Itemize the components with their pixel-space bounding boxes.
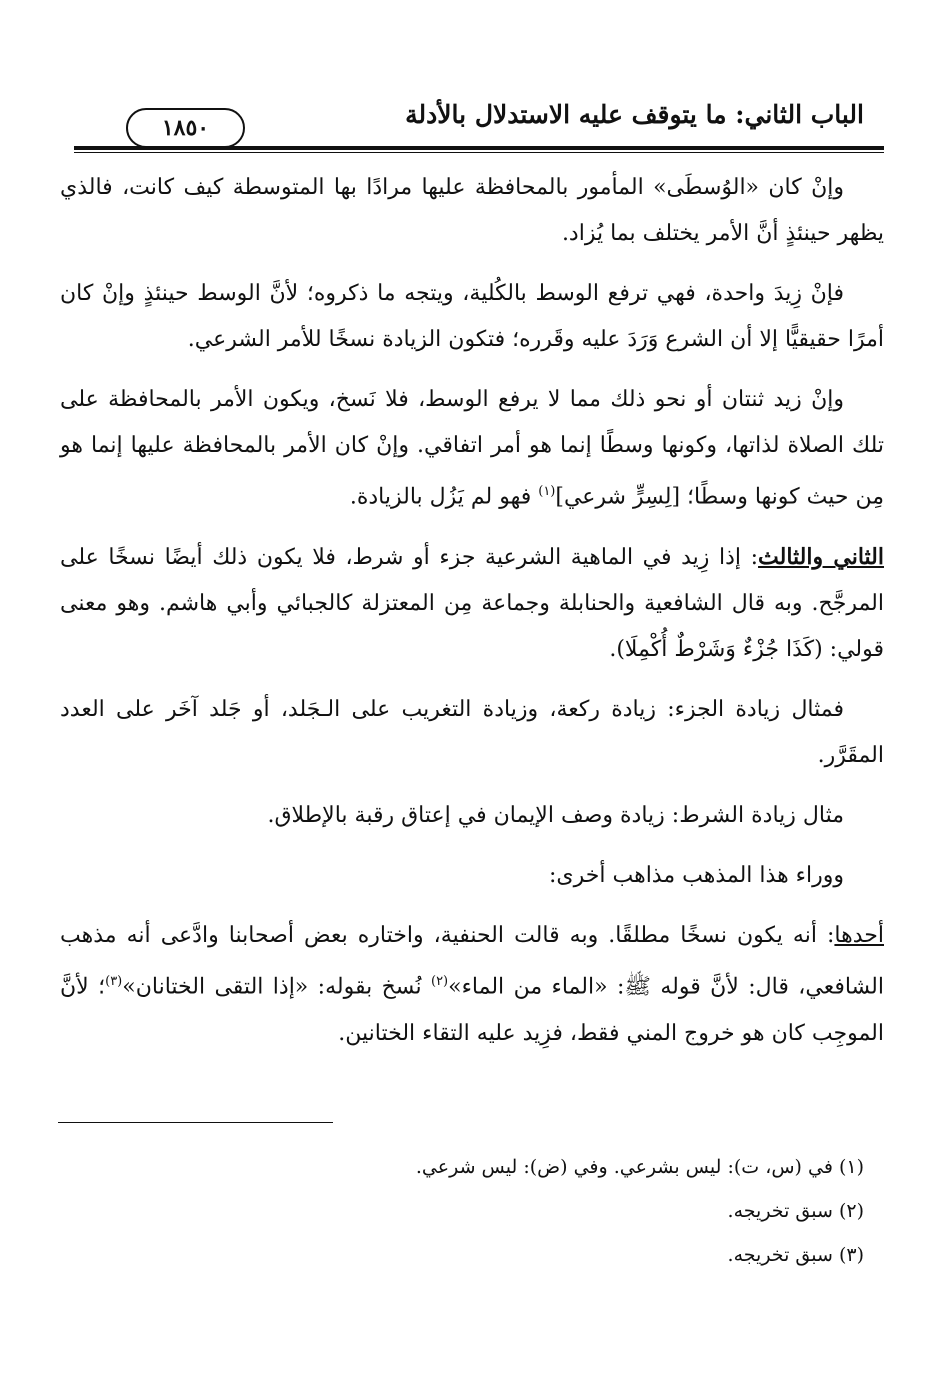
header-rule-thick xyxy=(74,146,884,150)
footnote-ref-3[interactable]: (٣) xyxy=(105,974,123,990)
paragraph-3-text-b: فهو لم يَزُل بالزيادة. xyxy=(349,484,539,510)
paragraph-5: فمثال زيادة الجزء: زيادة ركعة، وزيادة التغريب على الـجَلد، أو جَلد آخَر على العدد المقَرَّر. xyxy=(60,697,884,769)
page-number-badge: ١٨٥٠ xyxy=(126,108,245,148)
paragraph-8-text-b: نُسخ بقوله: «إذا التقى الختانان» xyxy=(122,974,431,1000)
paragraph-1: وإنْ كان «الوُسطَى» المأمور بالمحافظة عليها مرادًا بها المتوسطة كيف كانت، فالذي يظهر حينئذٍ أنَّ الأمر يختلف بما يُزاد. xyxy=(60,175,884,246)
paragraph-8-text-a: : أنه يكون نسخًا مطلقًا. وبه قالت الحنفية، واختاره بعض أصحابنا وادَّعى أنه مذهب الشافعي، قال: لأنَّ قوله ﷺ: «الماء من الماء» xyxy=(60,923,884,1000)
footnotes xyxy=(160,1145,864,1277)
main-text xyxy=(60,165,884,1071)
paragraph-8-heading: أحدها xyxy=(834,923,884,949)
footnote-1: (١) في (س، ت): ليس بشرعي. وفي (ض): ليس شرعي. xyxy=(415,1156,864,1178)
chapter-title: الباب الثاني: ما يتوقف عليه الاستدلال بالأدلة xyxy=(405,100,864,129)
paragraph-3-text-a: وإنْ زيد ثنتان أو نحو ذلك مما لا يرفع الوسط، فلا نَسخ، ويكون الأمر بالمحافظة على تلك الصلاة لذاتها، وكونها وسطًا إنما هو أمر اتفاقي. وإنْ كان الأمر بالمحافظة عليها إنما هو مِن حيث كونها وسطًا؛ [لِسِرٍّ شرعي] xyxy=(60,387,884,510)
paragraph-8-text-c: ؛ لأنَّ الموجِب كان هو خروج المني فقط، فزِيد عليه التقاء الختانين. xyxy=(60,974,884,1046)
paragraph-4 xyxy=(60,534,884,673)
footnote-separator xyxy=(58,1122,333,1123)
footnote-ref-1[interactable]: (١) xyxy=(538,484,556,499)
paragraph-4-heading: الثاني والثالث xyxy=(758,544,884,571)
paragraph-6: مثال زيادة الشرط: زيادة وصف الإيمان في إعتاق رقبة بالإطلاق. xyxy=(267,803,844,829)
paragraph-7: ووراء هذا المذهب مذاهب أخرى: xyxy=(549,863,844,889)
paragraph-2: فإنْ زِيدَ واحدة، فهي ترفع الوسط بالكُلية، ويتجه ما ذكروه؛ لأنَّ الوسط حينئذٍ وإنْ كان أمرًا حقيقيًّا إلا أن الشرع وَرَدَ عليه وقَرره؛ فتكون الزيادة نسخًا للأمر الشرعي. xyxy=(60,281,884,352)
paragraph-8 xyxy=(60,913,884,1056)
footnote-2: (٢) سبق تخريجه. xyxy=(727,1200,864,1222)
footnote-ref-2[interactable]: (٢) xyxy=(430,974,449,990)
paragraph-3 xyxy=(60,377,884,520)
footnote-3: (٣) سبق تخريجه. xyxy=(727,1244,864,1266)
header-rule-thin xyxy=(74,152,884,153)
paragraph-4-text: : إذا زِيد في الماهية الشرعية جزء أو شرط، فلا يكون ذلك أيضًا نسخًا على المرجَّح. وبه قال الشافعية والحنابلة وجماعة مِن المعتزلة كالجبائي وأبي هاشم. وهو معنى قولي: (كَذَا جُزْءٌ وَشَرْطٌ أُكْمِلَا). xyxy=(60,545,884,663)
